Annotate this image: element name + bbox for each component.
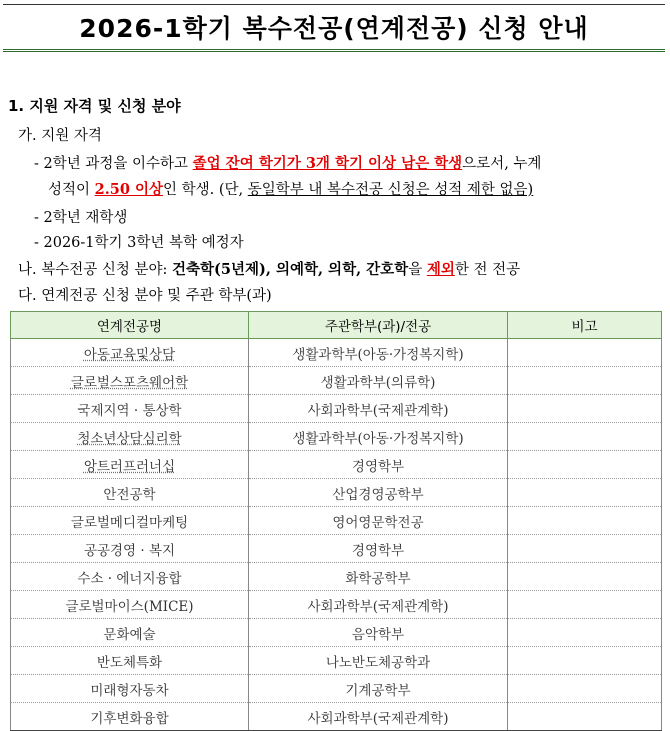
eligibility-item-1-line2 <box>48 178 533 199</box>
note <box>508 423 662 451</box>
program-name: 국제지역 · 통상학 <box>11 395 249 423</box>
program-name: 글로벌스포츠웨어학 <box>11 367 249 395</box>
department: 생활과학부(의류학) <box>249 367 508 395</box>
subheading-na <box>18 258 520 279</box>
program-name: 글로벌마이스(MICE) <box>11 591 249 619</box>
eligibility-item-3: - 2026-1학기 3학년 복학 예정자 <box>34 235 244 251</box>
table-row <box>11 339 662 367</box>
department: 화학공학부 <box>249 563 508 591</box>
program-name: 청소년상담심리학 <box>11 423 249 451</box>
table-row <box>11 675 662 703</box>
note <box>508 703 662 731</box>
note <box>508 619 662 647</box>
item1-line2-mid: 인 학생. (단, <box>163 182 248 198</box>
program-name: 글로벌메디컬마케팅 <box>11 507 249 535</box>
department: 산업경영공학부 <box>249 479 508 507</box>
department: 생활과학부(아동·가정복지학) <box>249 423 508 451</box>
note <box>508 647 662 675</box>
program-name: 미래형자동차 <box>11 675 249 703</box>
note <box>508 451 662 479</box>
program-name: 앙트러프러너십 <box>11 451 249 479</box>
table-row <box>11 535 662 563</box>
note <box>508 535 662 563</box>
department: 사회과학부(국제관계학) <box>249 703 508 731</box>
program-name: 수소 · 에너지융합 <box>11 563 249 591</box>
note <box>508 675 662 703</box>
program-name: 아동교육및상담 <box>11 339 249 367</box>
na-excluded-list: 건축학(5년제), 의예학, 의학, 간호학 <box>172 261 409 278</box>
department: 사회과학부(국제관계학) <box>249 395 508 423</box>
title-box <box>3 4 665 52</box>
department: 음악학부 <box>249 619 508 647</box>
department: 경영학부 <box>249 451 508 479</box>
table-row <box>11 647 662 675</box>
table-row <box>11 479 662 507</box>
department: 나노반도체공학과 <box>249 647 508 675</box>
table-row <box>11 507 662 535</box>
note <box>508 591 662 619</box>
subheading-ga: 가. 지원 자격 <box>18 128 102 144</box>
eligibility-item-1 <box>34 152 541 173</box>
na-exclude-word: 제외 <box>426 261 455 278</box>
table-row <box>11 619 662 647</box>
note <box>508 479 662 507</box>
na-prefix: 나. 복수전공 신청 분야: <box>18 262 172 278</box>
program-name: 문화예술 <box>11 619 249 647</box>
header-department: 주관학부(과)/전공 <box>249 312 508 339</box>
header-note: 비고 <box>508 312 662 339</box>
gpa-requirement: 2.50 이상 <box>94 181 164 198</box>
note <box>508 563 662 591</box>
note <box>508 339 662 367</box>
program-name: 기후변화융합 <box>11 703 249 731</box>
section-heading: 1. 지원 자격 및 신청 분야 <box>8 97 181 115</box>
program-table <box>10 311 662 731</box>
note <box>508 395 662 423</box>
note <box>508 367 662 395</box>
table-header-row <box>11 312 662 339</box>
department: 경영학부 <box>249 535 508 563</box>
department: 영어영문학전공 <box>249 507 508 535</box>
note <box>508 507 662 535</box>
item1-suffix: 으로서, 누계 <box>462 156 542 172</box>
table-row <box>11 367 662 395</box>
program-name: 안전공학 <box>11 479 249 507</box>
item1-line2-note: 동일학부 내 복수전공 신청은 성적 제한 없음) <box>247 182 534 198</box>
department: 사회과학부(국제관계학) <box>249 591 508 619</box>
table-row <box>11 703 662 731</box>
table-row <box>11 423 662 451</box>
department: 기계공학부 <box>249 675 508 703</box>
na-suffix: 한 전 전공 <box>454 262 521 278</box>
header-program: 연계전공명 <box>11 312 249 339</box>
program-name: 반도체특화 <box>11 647 249 675</box>
item1-line2-prefix: 성적이 <box>48 182 95 198</box>
table-row <box>11 563 662 591</box>
department: 생활과학부(아동·가정복지학) <box>249 339 508 367</box>
table-row <box>11 395 662 423</box>
table-row <box>11 591 662 619</box>
eligibility-item-2: - 2학년 재학생 <box>34 210 128 226</box>
program-name: 공공경영 · 복지 <box>11 535 249 563</box>
na-mid: 을 <box>408 262 427 278</box>
page-title: 2026-1학기 복수전공(연계전공) 신청 안내 <box>79 14 589 43</box>
subheading-da: 다. 연계전공 신청 분야 및 주관 학부(과) <box>18 288 272 304</box>
table-row <box>11 451 662 479</box>
item1-prefix: - 2학년 과정을 이수하고 <box>34 156 193 172</box>
item1-emphasis: 졸업 잔여 학기가 3개 학기 이상 남은 학생 <box>192 155 463 172</box>
